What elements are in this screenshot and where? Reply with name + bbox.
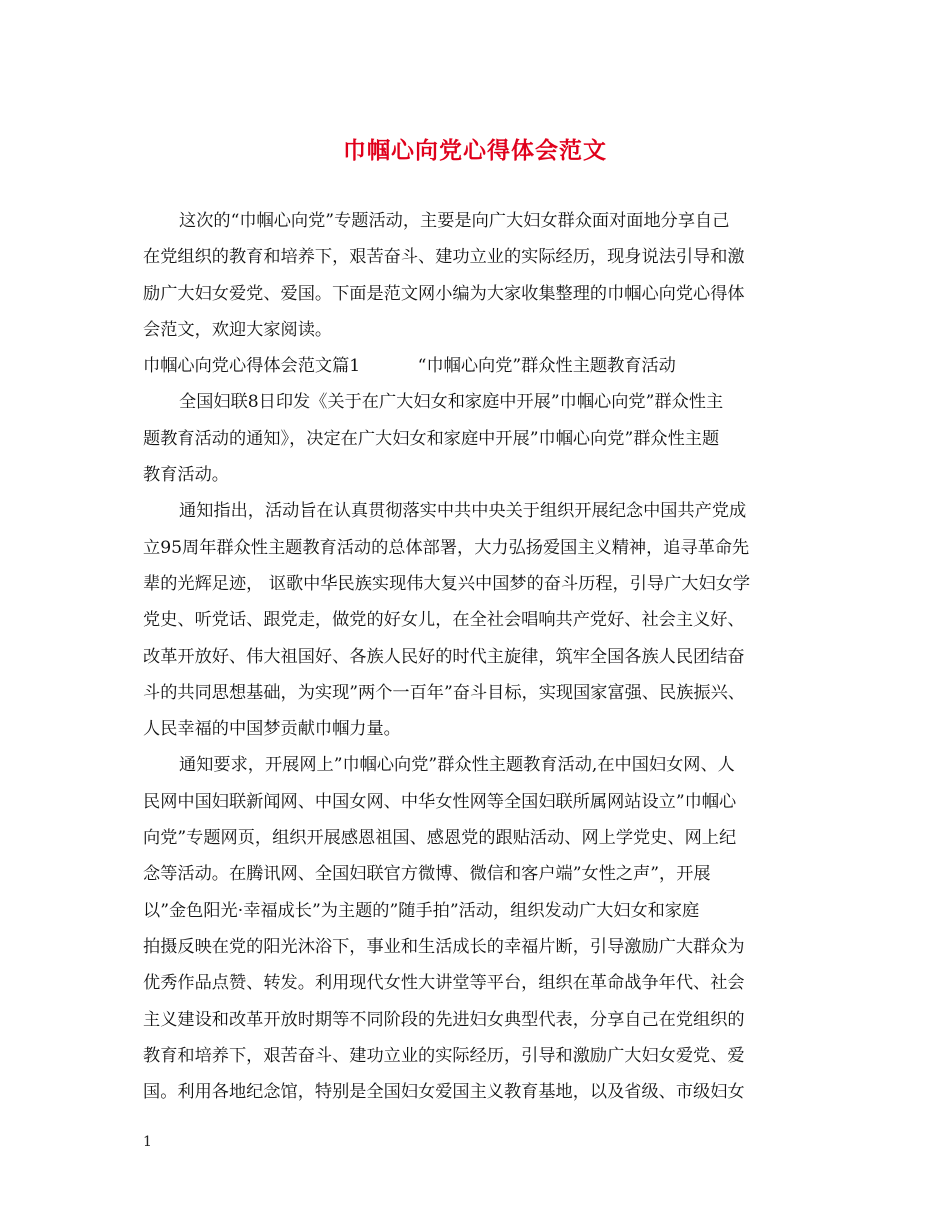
body-line: 教育和培养下，艰苦奋斗、建功立业的实际经历，引导和激励广大妇女爱党、爱 (143, 1045, 745, 1066)
body-line: 通知指出，活动旨在认真贯彻落实中共中央关于组织开展纪念中国共产党成 (179, 501, 747, 522)
body-line: 斗的共同思想基础，为实现”两个一百年”奋斗目标，实现国家富强、民族振兴、 (143, 682, 745, 703)
body-line: 通知要求，开展网上”巾帼心向党”群众性主题教育活动,在中国妇女网、人 (179, 755, 735, 776)
body-line: 主义建设和改革开放时期等不同阶段的先进妇女典型代表，分享自己在党组织的 (143, 1009, 745, 1030)
section-heading-title: 巾帼心向党心得体会范文篇1 (143, 356, 361, 377)
section-heading-subtitle: “巾帼心向党”群众性主题教育活动 (417, 356, 676, 377)
body-line: 立95周年群众性主题教育活动的总体部署，大力弘扬爱国主义精神，追寻革命先 (143, 537, 750, 558)
page-number: 1 (143, 1134, 152, 1150)
body-line: 会范文，欢迎大家阅读。 (143, 319, 333, 340)
body-line: 以”金色阳光·幸福成长”为主题的”随手拍”活动，组织发动广大妇女和家庭 (143, 900, 700, 921)
body-line: 拍摄反映在党的阳光沐浴下，事业和生活成长的幸福片断，引导激励广大群众为 (143, 936, 745, 957)
body-line: 民网中国妇联新闻网、中国女网、中华女性网等全国妇联所属网站设立”巾帼心 (143, 791, 737, 812)
body-line: 辈的光辉足迹， 讴歌中华民族实现伟大复兴中国梦的奋斗历程，引导广大妇女学 (143, 573, 751, 594)
body-line: 改革开放好、伟大祖国好、各族人民好的时代主旋律，筑牢全国各族人民团结奋 (143, 646, 745, 667)
body-line: 优秀作品点赞、转发。利用现代女性大讲堂等平台，组织在革命战争年代、社会 (143, 973, 745, 994)
section-heading (143, 348, 813, 384)
body-line: 教育活动。 (143, 465, 229, 486)
body-line: 党史、听党话、跟党走，做党的好女儿，在全社会唱响共产党好、社会主义好、 (143, 610, 745, 631)
body-line: 这次的“巾帼心向党”专题活动，主要是向广大妇女群众面对面地分享自己 (179, 211, 730, 231)
body-line: 人民幸福的中国梦贡献巾帼力量。 (143, 719, 401, 740)
document-body (143, 203, 813, 1110)
body-line: 在党组织的教育和培养下，艰苦奋斗、建功立业的实际经历，现身说法引导和激 (143, 247, 745, 268)
body-line: 题教育活动的通知》，决定在广大妇女和家庭中开展”巾帼心向党”群众性主题 (143, 428, 720, 449)
body-line: 全国妇联8日印发《关于在广大妇女和家庭中开展”巾帼心向党”群众性主 (179, 392, 724, 413)
page-title: 巾帼心向党心得体会范文 (343, 137, 607, 164)
body-line: 国。利用各地纪念馆，特别是全国妇女爱国主义教育基地，以及省级、市级妇女 (143, 1082, 745, 1103)
body-line: 励广大妇女爱党、爱国。下面是范文网小编为大家收集整理的巾帼心向党心得体 (143, 283, 745, 304)
body-line: 向党”专题网页，组织开展感恩祖国、感恩党的跟贴活动、网上学党史、网上纪 (143, 828, 737, 849)
body-line: 念等活动。在腾讯网、全国妇联官方微博、微信和客户端”女性之声”，开展 (143, 864, 711, 885)
